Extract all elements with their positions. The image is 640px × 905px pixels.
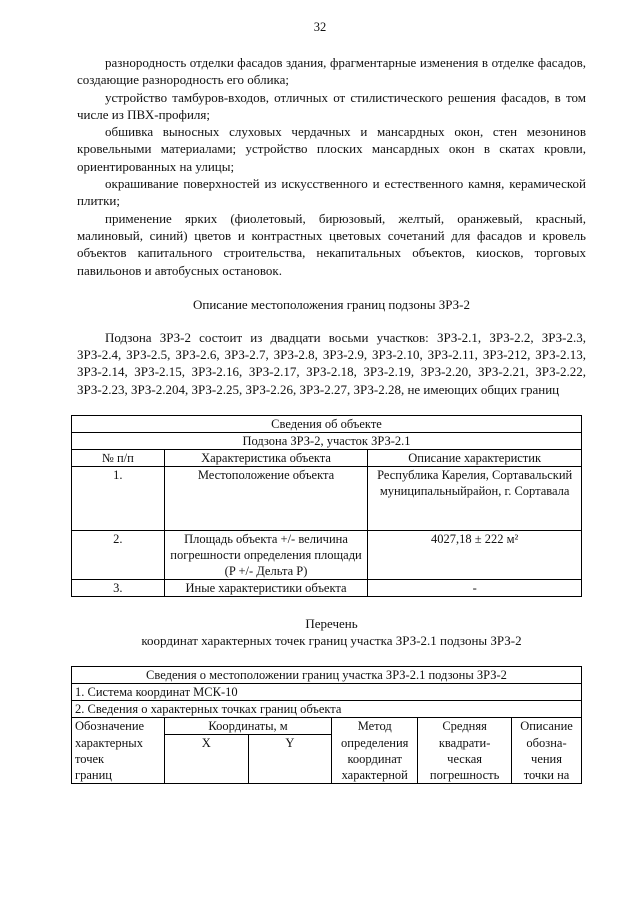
table-cell: Местоположение объекта (164, 467, 368, 531)
col-description-header: обозна- (512, 735, 582, 751)
section-title: Описание местоположения границ подзоны ЗРЗ-2 (192, 296, 471, 312)
col-y-header: Y (248, 735, 332, 784)
col-x-header: X (164, 735, 248, 784)
col-method-header: определения (332, 735, 418, 751)
col-description-header: Описание (512, 718, 582, 735)
object-table-title: Сведения об объекте (72, 416, 582, 433)
col-method-header: характерной (332, 767, 418, 784)
page-number: 32 (313, 20, 327, 34)
coordinates-table (71, 666, 582, 784)
paragraph: разнородность отделки фасадов здания, фрагментарные изменения в отделке фасадов, создающие разнородность его облика; (77, 55, 586, 88)
paragraph: применение ярких (фиолетовый, бирюзовый, желтый, оранжевый, красный, малиновый, синий) цветов и контрастных цветовых сочетаний для фасадов и кровель объектов капитального строительства, некапитальных объектов, киосков, торговых павильонов и автобусных остановок. (77, 210, 586, 278)
object-table (71, 415, 582, 597)
table-cell: Площадь объекта +/- величина погрешности определения площади (P +/- Дельта P) (164, 531, 368, 580)
table-cell: 4027,18 ± 222 м² (368, 531, 582, 580)
col-designation-header: границ (72, 767, 165, 784)
col-error-header: Средняя (418, 718, 512, 735)
table-row (72, 531, 582, 580)
col-error-header: погрешность (418, 767, 512, 784)
col-method-header: Метод (332, 718, 418, 735)
document-body (77, 54, 586, 784)
col-description-header: точки на (512, 767, 582, 784)
object-table-subtitle: Подзона ЗРЗ-2, участок ЗРЗ-2.1 (72, 433, 582, 450)
table-cell: 2. (72, 531, 165, 580)
paragraph: обшивка выносных слуховых чердачных и мансардных окон, стен мезонинов кровельными материалами; устройство плоских мансардных окон в скатах кровли, ориентированных на улицы; (77, 124, 586, 174)
table-header: Характеристика объекта (164, 450, 368, 467)
table-header: Описание характеристик (368, 450, 582, 467)
col-coordinates-header: Координаты, м (164, 718, 331, 735)
intro-paragraph: Подзона ЗРЗ-2 состоит из двадцати восьми участков: ЗРЗ-2.1, ЗРЗ-2.2, ЗРЗ-2.3, ЗРЗ-2.4, ЗРЗ-2.5, ЗРЗ-2.6, ЗРЗ-2.7, ЗРЗ-2.8, ЗРЗ-2.9, ЗРЗ-2.10, ЗРЗ-2.11, ЗРЗ-212, ЗРЗ-2.13, ЗРЗ-2.14, ЗРЗ-2.15, ЗРЗ-2.16, ЗРЗ-2.17, ЗРЗ-2.18, ЗРЗ-2.19, ЗРЗ-2.20, ЗРЗ-2.21, ЗРЗ-2.22, ЗРЗ-2.23, ЗРЗ-2.204, ЗРЗ-2.25, ЗРЗ-2.26, ЗРЗ-2.27, ЗРЗ-2.28, не имеющих общих границ (77, 329, 586, 397)
table-row (72, 467, 582, 531)
col-error-header: квадрати- (418, 735, 512, 751)
table-cell: 3. (72, 580, 165, 597)
col-designation-header: точек (72, 751, 165, 767)
col-designation-header: характерных (72, 735, 165, 751)
list-subtitle: координат характерных точек границ участка ЗРЗ-2.1 подзоны ЗРЗ-2 (141, 633, 522, 649)
list-title: Перечень (305, 616, 358, 632)
col-description-header: чения (512, 751, 582, 767)
col-designation-header: Обозначение (72, 718, 165, 735)
coord-points-row: 2. Сведения о характерных точках границ объекта (72, 701, 582, 718)
table-cell: Иные характеристики объекта (164, 580, 368, 597)
table-cell: Республика Карелия, Сортавальский муниципальныйрайон, г. Сортавала (368, 467, 582, 531)
paragraph: устройство тамбуров-входов, отличных от стилистического решения фасадов, в том числе из ПВХ-профиля; (77, 89, 586, 122)
col-error-header: ческая (418, 751, 512, 767)
coord-table-title: Сведения о местоположении границ участка ЗРЗ-2.1 подзоны ЗРЗ-2 (72, 667, 582, 684)
table-cell: 1. (72, 467, 165, 531)
table-cell: - (368, 580, 582, 597)
table-row (72, 580, 582, 597)
table-header: № п/п (72, 450, 165, 467)
paragraph: окрашивание поверхностей из искусственного и естественного камня, керамической плитки; (77, 176, 586, 209)
col-method-header: координат (332, 751, 418, 767)
coord-system-row: 1. Система координат МСК-10 (72, 684, 582, 701)
